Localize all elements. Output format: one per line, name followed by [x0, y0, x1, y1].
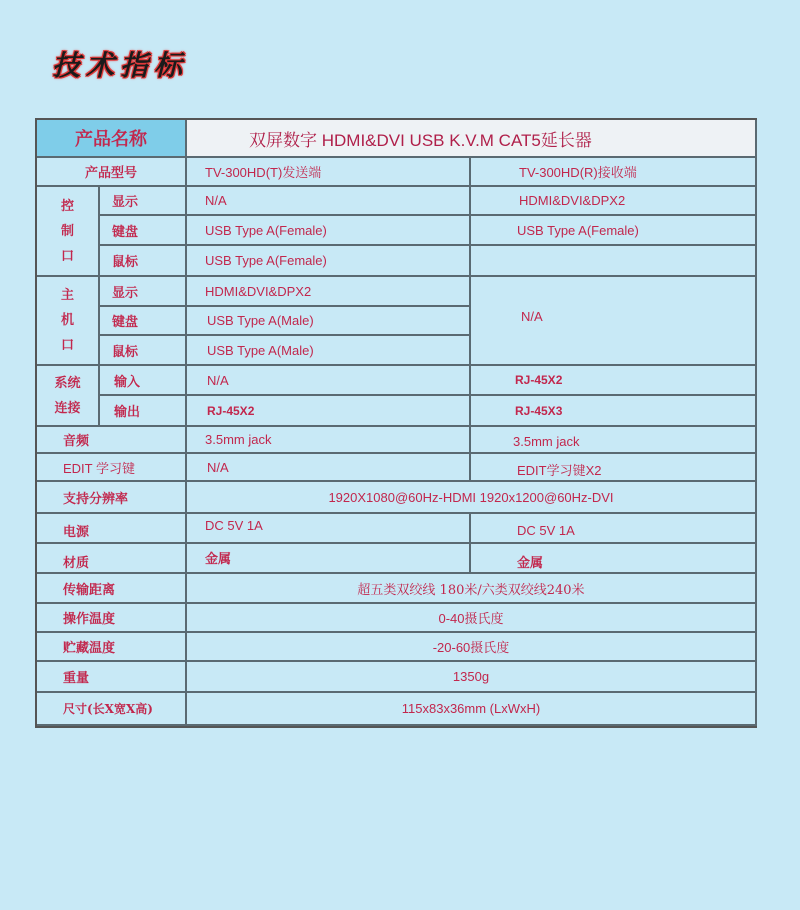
- control-display-rx: HDMI&DVI&DPX2: [471, 187, 757, 216]
- host-mouse-tx: USB Type A(Male): [187, 336, 471, 366]
- size-label: 尺寸(长X宽X高): [37, 693, 187, 726]
- system-line-2: 连接: [54, 400, 81, 416]
- operating-temp-value: 0-40摄氏度: [187, 604, 757, 633]
- host-display-tx: HDMI&DVI&DPX2: [187, 277, 471, 307]
- system-output-tx: RJ-45X2: [187, 396, 471, 427]
- size-value: 115x83x36mm (LxWxH): [187, 693, 757, 726]
- control-keyboard-tx: USB Type A(Female): [187, 216, 471, 246]
- host-keyboard-label: 键盘: [100, 307, 187, 336]
- edit-label: EDIT 学习键: [37, 454, 187, 482]
- host-port-label: [37, 277, 100, 366]
- power-label: 电源: [37, 514, 187, 544]
- audio-tx: 3.5mm jack: [187, 427, 471, 454]
- storage-temp-value: -20-60摄氏度: [187, 633, 757, 662]
- host-rx: N/A: [471, 277, 757, 366]
- control-char-2: 制: [60, 223, 74, 239]
- distance-label: 传输距离: [37, 574, 187, 604]
- control-char-1: 控: [60, 198, 74, 214]
- material-label: 材质: [37, 544, 187, 574]
- power-tx: DC 5V 1A: [187, 514, 471, 544]
- system-input-rx: RJ-45X2: [471, 366, 757, 396]
- control-mouse-rx: [471, 246, 757, 277]
- host-mouse-label: 鼠标: [100, 336, 187, 366]
- system-input-tx: N/A: [187, 366, 471, 396]
- host-display-label: 显示: [100, 277, 187, 307]
- control-display-label: 显示: [100, 187, 187, 216]
- control-display-tx: N/A: [187, 187, 471, 216]
- system-output-rx: RJ-45X3: [471, 396, 757, 427]
- model-tx: TV-300HD(T)发送端: [187, 158, 471, 187]
- host-char-3: 口: [60, 338, 74, 353]
- resolution-label: 支持分辨率: [37, 482, 187, 514]
- weight-value: 1350g: [187, 662, 757, 693]
- audio-label: 音频: [37, 427, 187, 454]
- power-rx: DC 5V 1A: [471, 514, 757, 544]
- host-char-2: 机: [60, 313, 74, 328]
- page-title: 技术指标: [52, 49, 189, 82]
- storage-temp-label: 贮藏温度: [37, 633, 187, 662]
- control-mouse-tx: USB Type A(Female): [187, 246, 471, 277]
- system-input-label: 输入: [100, 366, 187, 396]
- distance-value: 超五类双绞线 180米/六类双绞线240米: [187, 574, 757, 604]
- model-rx: TV-300HD(R)接收端: [471, 158, 757, 187]
- material-tx: 金属: [187, 544, 471, 574]
- operating-temp-label: 操作温度: [37, 604, 187, 633]
- product-name-label: 产品名称: [37, 120, 187, 158]
- control-mouse-label: 鼠标: [100, 246, 187, 277]
- host-keyboard-tx: USB Type A(Male): [187, 307, 471, 336]
- control-char-3: 口: [60, 248, 74, 264]
- system-connection-label: [37, 366, 100, 427]
- audio-rx: 3.5mm jack: [471, 427, 757, 454]
- system-line-1: 系统: [54, 375, 81, 391]
- spec-table: [35, 118, 757, 728]
- model-label: 产品型号: [37, 158, 187, 187]
- edit-tx: N/A: [187, 454, 471, 482]
- edit-rx: EDIT学习键X2: [471, 454, 757, 482]
- control-port-label: [37, 187, 100, 277]
- resolution-value: 1920X1080@60Hz-HDMI 1920x1200@60Hz-DVI: [187, 482, 757, 514]
- product-name-value: 双屏数字 HDMI&DVI USB K.V.M CAT5延长器: [187, 120, 757, 158]
- control-keyboard-rx: USB Type A(Female): [471, 216, 757, 246]
- material-rx: 金属: [471, 544, 757, 574]
- system-output-label: 输出: [100, 396, 187, 427]
- control-keyboard-label: 键盘: [100, 216, 187, 246]
- host-char-1: 主: [60, 288, 74, 303]
- weight-label: 重量: [37, 662, 187, 693]
